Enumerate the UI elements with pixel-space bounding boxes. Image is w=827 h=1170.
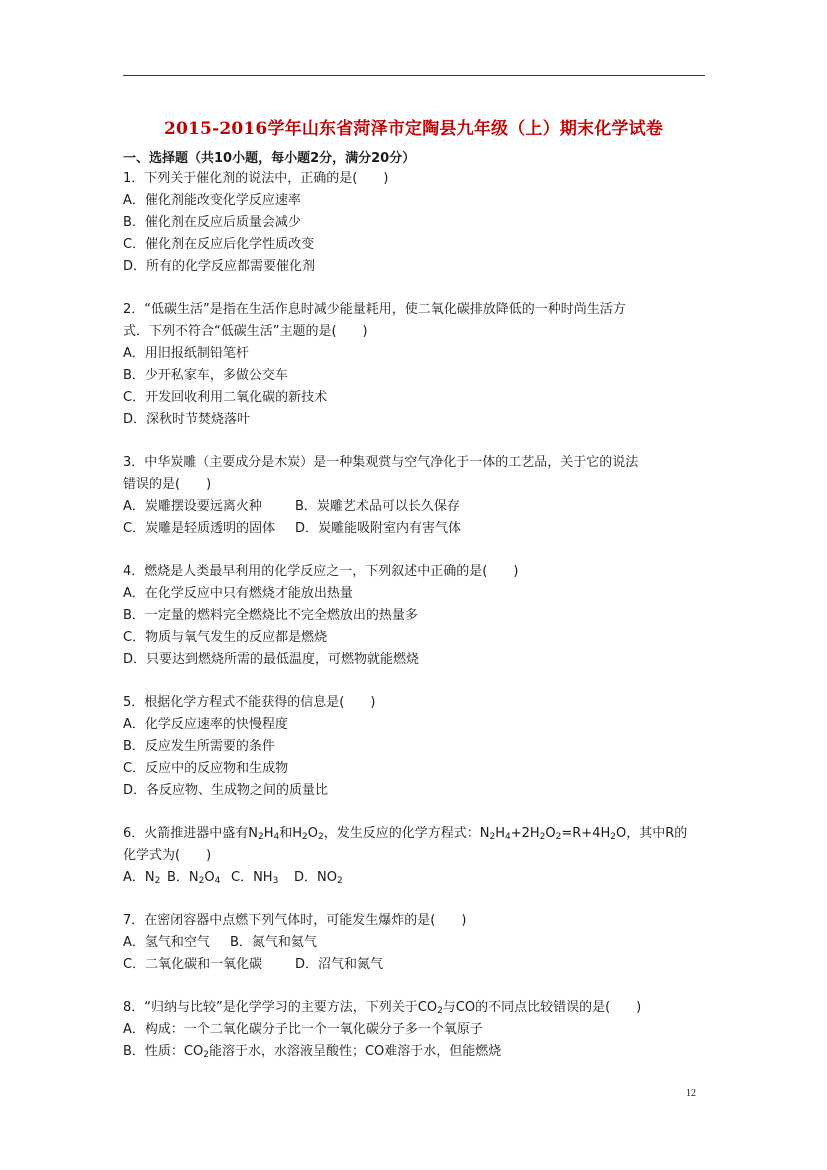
question-8 bbox=[123, 997, 723, 1063]
option-b: B．性质：$CO_2$能溶于水，水溶液呈酸性；CO难溶于水，但能燃烧 bbox=[123, 1044, 502, 1060]
option-d: D．各反应物、生成物之间的质量比 bbox=[123, 783, 329, 798]
option-c: C．二氧化碳和一氧化碳 bbox=[123, 957, 263, 972]
option-d: D．炭雕能吸附室内有害气体 bbox=[295, 521, 462, 536]
option-c: C．炭雕是轻质透明的固体 bbox=[123, 521, 276, 536]
question-2 bbox=[123, 299, 723, 431]
option-a: A．炭雕摆设要远离火种 bbox=[123, 499, 262, 514]
page-number: 12 bbox=[686, 1088, 696, 1099]
option-a: A．催化剂能改变化学反应速率 bbox=[123, 193, 301, 208]
option-a: A．$N_2$ bbox=[123, 870, 161, 886]
option-d: D．$NO_2$ bbox=[294, 870, 343, 886]
question-stem-cont: 错误的是( ) bbox=[123, 477, 212, 492]
question-stem: 4．燃烧是人类最早利用的化学反应之一，下列叙述中正确的是( ) bbox=[123, 564, 519, 579]
option-b: B．反应发生所需要的条件 bbox=[123, 739, 275, 754]
question-6 bbox=[123, 823, 723, 889]
question-stem: 2．“低碳生活”是指在生活作息时减少能量耗用，使二氧化碳排放降低的一种时尚生活方 bbox=[123, 302, 626, 317]
option-c: C．$NH_3$ bbox=[231, 870, 279, 886]
question-list bbox=[123, 168, 723, 1063]
question-stem: 1．下列关于催化剂的说法中，正确的是( ) bbox=[123, 171, 389, 186]
option-d: D．所有的化学反应都需要催化剂 bbox=[123, 259, 316, 274]
section-heading: 一、选择题（共10小题，每小题2分，满分20分） bbox=[123, 151, 416, 166]
option-b: B．炭雕艺术品可以长久保存 bbox=[295, 499, 460, 514]
option-c: C．物质与氧气发生的反应都是燃烧 bbox=[123, 630, 328, 645]
question-stem: 5．根据化学方程式不能获得的信息是( ) bbox=[123, 695, 376, 710]
option-a: A．氢气和空气 bbox=[123, 935, 210, 950]
option-d: D．沼气和氮气 bbox=[295, 957, 384, 972]
option-b: B．氮气和氦气 bbox=[230, 935, 317, 950]
option-a: A．构成：一个二氧化碳分子比一个一氧化碳分子多一个氧原子 bbox=[123, 1022, 483, 1037]
header-rule bbox=[123, 75, 705, 76]
option-c: C．催化剂在反应后化学性质改变 bbox=[123, 237, 315, 252]
question-stem: 7．在密闭容器中点燃下列气体时，可能发生爆炸的是( ) bbox=[123, 913, 467, 928]
question-stem: 6．火箭推进器中盛有$N_2H_4$和$H_2O_2$，发生反应的化学方程式：$N_2H_4+2H_2O_2=R+4H_2O$，其中R的 bbox=[123, 826, 688, 842]
option-d: D．只要达到燃烧所需的最低温度，可燃物就能燃烧 bbox=[123, 652, 420, 667]
question-5 bbox=[123, 692, 723, 802]
question-stem-cont: 化学式为( ) bbox=[123, 848, 212, 863]
question-1 bbox=[123, 168, 723, 278]
question-stem: 3．中华炭雕（主要成分是木炭）是一种集观赏与空气净化于一体的工艺品，关于它的说法 bbox=[123, 455, 639, 470]
option-d: D．深秋时节焚烧落叶 bbox=[123, 412, 251, 427]
question-4 bbox=[123, 561, 723, 671]
option-b: B．少开私家车，多做公交车 bbox=[123, 368, 288, 383]
page-title: 2015-2016学年山东省菏泽市定陶县九年级（上）期末化学试卷 bbox=[163, 119, 664, 139]
option-b: B．一定量的燃料完全燃烧比不完全燃放出的热量多 bbox=[123, 608, 418, 623]
option-b: B．$N_2O_4$ bbox=[167, 870, 221, 886]
option-c: C．反应中的反应物和生成物 bbox=[123, 761, 289, 776]
option-a: A．化学反应速率的快慢程度 bbox=[123, 717, 288, 732]
question-stem: 8．“归纳与比较”是化学学习的主要方法，下列关于$CO_2$与CO的不同点比较错误的是( ) bbox=[123, 1000, 642, 1016]
option-b: B．催化剂在反应后质量会减少 bbox=[123, 215, 301, 230]
option-c: C．开发回收利用二氧化碳的新技术 bbox=[123, 390, 328, 405]
question-7 bbox=[123, 910, 723, 976]
question-stem-cont: 式．下列不符合“低碳生活”主题的是( ) bbox=[123, 324, 368, 339]
option-a: A．在化学反应中只有燃烧才能放出热量 bbox=[123, 586, 353, 601]
option-a: A．用旧报纸制铅笔杆 bbox=[123, 346, 249, 361]
question-3 bbox=[123, 452, 723, 540]
